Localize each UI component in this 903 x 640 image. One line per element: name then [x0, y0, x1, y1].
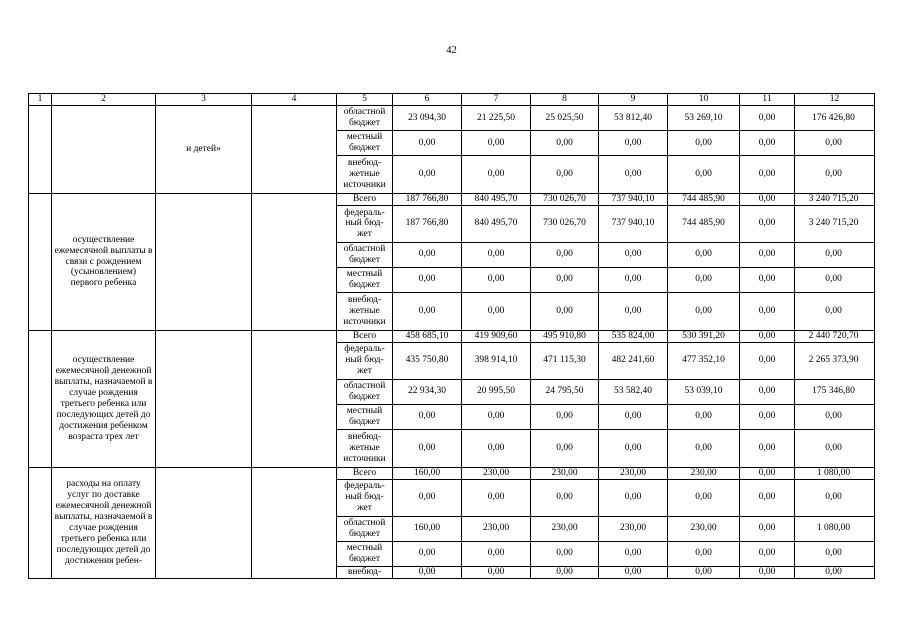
amount-cell: 0,00 — [740, 479, 795, 516]
amount-cell: 0,00 — [393, 156, 462, 194]
amount-cell: 0,00 — [740, 106, 795, 131]
amount-cell: 230,00 — [599, 516, 668, 541]
cell-col3 — [156, 194, 252, 331]
amount-cell: 0,00 — [740, 541, 795, 566]
column-header: 10 — [668, 94, 740, 106]
cell-col1 — [29, 467, 52, 578]
column-number-row — [29, 94, 875, 106]
column-header: 11 — [740, 94, 795, 106]
table-row — [29, 194, 875, 206]
amount-cell: 0,00 — [740, 131, 795, 156]
amount-cell: 0,00 — [531, 429, 599, 467]
amount-cell: 0,00 — [462, 566, 531, 578]
amount-cell: 0,00 — [740, 292, 795, 330]
amount-cell: 0,00 — [668, 429, 740, 467]
amount-cell: 22 934,30 — [393, 379, 462, 404]
table-row — [29, 330, 875, 342]
amount-cell: 2 440 720,70 — [795, 330, 875, 342]
amount-cell: 25 025,50 — [531, 106, 599, 131]
amount-cell: 0,00 — [393, 267, 462, 292]
amount-cell: 0,00 — [795, 131, 875, 156]
amount-cell: 730 026,70 — [531, 194, 599, 206]
amount-cell: 0,00 — [462, 479, 531, 516]
amount-cell: 737 940,10 — [599, 194, 668, 206]
amount-cell: 230,00 — [668, 516, 740, 541]
amount-cell: 0,00 — [740, 404, 795, 429]
amount-cell: 21 225,50 — [462, 106, 531, 131]
amount-cell: 530 391,20 — [668, 330, 740, 342]
amount-cell: 744 485,90 — [668, 194, 740, 206]
amount-cell: 0,00 — [740, 156, 795, 194]
amount-cell: 0,00 — [393, 541, 462, 566]
amount-cell: 53 039,10 — [668, 379, 740, 404]
funding-source: внебюд-жетные источники — [337, 156, 393, 194]
amount-cell: 160,00 — [393, 516, 462, 541]
amount-cell: 0,00 — [393, 131, 462, 156]
amount-cell: 0,00 — [668, 292, 740, 330]
cell-col4 — [252, 330, 337, 467]
amount-cell: 0,00 — [393, 292, 462, 330]
amount-cell: 840 495,70 — [462, 205, 531, 242]
amount-cell: 0,00 — [795, 267, 875, 292]
amount-cell: 0,00 — [393, 479, 462, 516]
amount-cell: 0,00 — [668, 156, 740, 194]
amount-cell: 0,00 — [740, 242, 795, 267]
amount-cell: 3 240 715,20 — [795, 194, 875, 206]
amount-cell: 0,00 — [462, 267, 531, 292]
amount-cell: 230,00 — [668, 467, 740, 479]
amount-cell: 0,00 — [795, 292, 875, 330]
table-row — [29, 106, 875, 131]
funding-source: местный бюджет — [337, 267, 393, 292]
amount-cell: 744 485,90 — [668, 205, 740, 242]
column-header: 5 — [337, 94, 393, 106]
cell-col1 — [29, 330, 52, 467]
amount-cell: 0,00 — [599, 267, 668, 292]
amount-cell: 482 241,60 — [599, 342, 668, 379]
amount-cell: 0,00 — [462, 404, 531, 429]
funding-source: местный бюджет — [337, 404, 393, 429]
amount-cell: 0,00 — [668, 404, 740, 429]
amount-cell: 0,00 — [462, 131, 531, 156]
amount-cell: 0,00 — [462, 292, 531, 330]
funding-source: внебюд- — [337, 566, 393, 578]
amount-cell: 230,00 — [531, 516, 599, 541]
funding-source: Всего — [337, 467, 393, 479]
amount-cell: 0,00 — [599, 479, 668, 516]
amount-cell: 0,00 — [531, 566, 599, 578]
amount-cell: 1 080,00 — [795, 516, 875, 541]
amount-cell: 0,00 — [668, 242, 740, 267]
funding-source: Всего — [337, 330, 393, 342]
amount-cell: 0,00 — [462, 242, 531, 267]
amount-cell: 230,00 — [531, 467, 599, 479]
amount-cell: 0,00 — [668, 131, 740, 156]
cell-col3: и детей» — [156, 106, 252, 194]
amount-cell: 53 812,40 — [599, 106, 668, 131]
amount-cell: 737 940,10 — [599, 205, 668, 242]
column-header: 8 — [531, 94, 599, 106]
amount-cell: 0,00 — [599, 541, 668, 566]
amount-cell: 160,00 — [393, 467, 462, 479]
amount-cell: 23 094,30 — [393, 106, 462, 131]
amount-cell: 0,00 — [740, 342, 795, 379]
amount-cell: 840 495,70 — [462, 194, 531, 206]
budget-table — [28, 93, 875, 579]
amount-cell: 53 582,40 — [599, 379, 668, 404]
amount-cell: 0,00 — [740, 379, 795, 404]
table-row — [29, 467, 875, 479]
column-header: 4 — [252, 94, 337, 106]
amount-cell: 535 824,00 — [599, 330, 668, 342]
amount-cell: 0,00 — [599, 156, 668, 194]
funding-source: внебюд-жетные источники — [337, 429, 393, 467]
amount-cell: 0,00 — [795, 429, 875, 467]
amount-cell: 0,00 — [740, 516, 795, 541]
amount-cell: 175 346,80 — [795, 379, 875, 404]
amount-cell: 0,00 — [393, 404, 462, 429]
cell-col4 — [252, 194, 337, 331]
funding-source: местный бюджет — [337, 131, 393, 156]
amount-cell: 0,00 — [795, 566, 875, 578]
page-number: 42 — [446, 45, 457, 56]
cell-col1 — [29, 194, 52, 331]
column-header: 2 — [52, 94, 156, 106]
amount-cell: 0,00 — [531, 267, 599, 292]
column-header: 7 — [462, 94, 531, 106]
amount-cell: 0,00 — [599, 566, 668, 578]
amount-cell: 0,00 — [599, 292, 668, 330]
cell-col1 — [29, 106, 52, 194]
amount-cell: 0,00 — [740, 194, 795, 206]
amount-cell: 0,00 — [740, 267, 795, 292]
cell-col4 — [252, 106, 337, 194]
cell-col3 — [156, 467, 252, 578]
amount-cell: 0,00 — [795, 156, 875, 194]
amount-cell: 0,00 — [599, 131, 668, 156]
amount-cell: 471 115,30 — [531, 342, 599, 379]
cell-col3 — [156, 330, 252, 467]
funding-source: внебюд-жетные источники — [337, 292, 393, 330]
cell-col4 — [252, 467, 337, 578]
amount-cell: 0,00 — [599, 242, 668, 267]
amount-cell: 0,00 — [668, 541, 740, 566]
funding-source: федераль-ный бюд-жет — [337, 205, 393, 242]
amount-cell: 0,00 — [795, 541, 875, 566]
amount-cell: 0,00 — [740, 566, 795, 578]
amount-cell: 0,00 — [531, 242, 599, 267]
amount-cell: 0,00 — [668, 566, 740, 578]
amount-cell: 0,00 — [393, 242, 462, 267]
amount-cell: 0,00 — [668, 267, 740, 292]
activity-description: осуществление ежемесячной денежной выплаты, назначаемой в случае рождения третьего ребенка или последующих детей до достижения ребенком возраста трех лет — [52, 330, 156, 467]
amount-cell: 0,00 — [599, 429, 668, 467]
funding-source: Всего — [337, 194, 393, 206]
amount-cell: 0,00 — [795, 404, 875, 429]
amount-cell: 0,00 — [795, 479, 875, 516]
amount-cell: 730 026,70 — [531, 205, 599, 242]
amount-cell: 176 426,80 — [795, 106, 875, 131]
amount-cell: 0,00 — [531, 292, 599, 330]
amount-cell: 0,00 — [531, 156, 599, 194]
amount-cell: 458 685,10 — [393, 330, 462, 342]
amount-cell: 187 766,80 — [393, 205, 462, 242]
funding-source: федераль-ный бюд-жет — [337, 342, 393, 379]
column-header: 12 — [795, 94, 875, 106]
amount-cell: 0,00 — [740, 330, 795, 342]
amount-cell: 0,00 — [740, 429, 795, 467]
amount-cell: 1 080,00 — [795, 467, 875, 479]
amount-cell: 0,00 — [393, 566, 462, 578]
amount-cell: 0,00 — [462, 429, 531, 467]
funding-source: областной бюджет — [337, 106, 393, 131]
activity-description: осуществление ежемесячной выплаты в связи с рождением (усыновлением) первого ребенка — [52, 194, 156, 331]
amount-cell: 0,00 — [599, 404, 668, 429]
column-header: 3 — [156, 94, 252, 106]
amount-cell: 187 766,80 — [393, 194, 462, 206]
amount-cell: 477 352,10 — [668, 342, 740, 379]
funding-source: областной бюджет — [337, 242, 393, 267]
amount-cell: 419 909,60 — [462, 330, 531, 342]
amount-cell: 0,00 — [531, 479, 599, 516]
activity-description — [52, 106, 156, 194]
amount-cell: 230,00 — [462, 467, 531, 479]
funding-source: местный бюджет — [337, 541, 393, 566]
amount-cell: 0,00 — [393, 429, 462, 467]
amount-cell: 495 910,80 — [531, 330, 599, 342]
funding-source: областной бюджет — [337, 516, 393, 541]
column-header: 1 — [29, 94, 52, 106]
amount-cell: 0,00 — [740, 205, 795, 242]
activity-description: расходы на оплату услуг по доставке ежемесячной денежной выплаты, назначаемой в случае рождения третьего ребенка или последующих детей до достижения ребен- — [52, 467, 156, 578]
amount-cell: 230,00 — [462, 516, 531, 541]
amount-cell: 53 269,10 — [668, 106, 740, 131]
amount-cell: 0,00 — [795, 242, 875, 267]
amount-cell: 230,00 — [599, 467, 668, 479]
amount-cell: 0,00 — [462, 156, 531, 194]
amount-cell: 0,00 — [668, 479, 740, 516]
amount-cell: 3 240 715,20 — [795, 205, 875, 242]
funding-source: федераль-ный бюд-жет — [337, 479, 393, 516]
amount-cell: 0,00 — [531, 404, 599, 429]
amount-cell: 398 914,10 — [462, 342, 531, 379]
amount-cell: 0,00 — [531, 131, 599, 156]
amount-cell: 24 795,50 — [531, 379, 599, 404]
amount-cell: 0,00 — [531, 541, 599, 566]
column-header: 6 — [393, 94, 462, 106]
funding-source: областной бюджет — [337, 379, 393, 404]
amount-cell: 0,00 — [740, 467, 795, 479]
amount-cell: 20 995,50 — [462, 379, 531, 404]
amount-cell: 435 750,80 — [393, 342, 462, 379]
amount-cell: 2 265 373,90 — [795, 342, 875, 379]
amount-cell: 0,00 — [462, 541, 531, 566]
column-header: 9 — [599, 94, 668, 106]
